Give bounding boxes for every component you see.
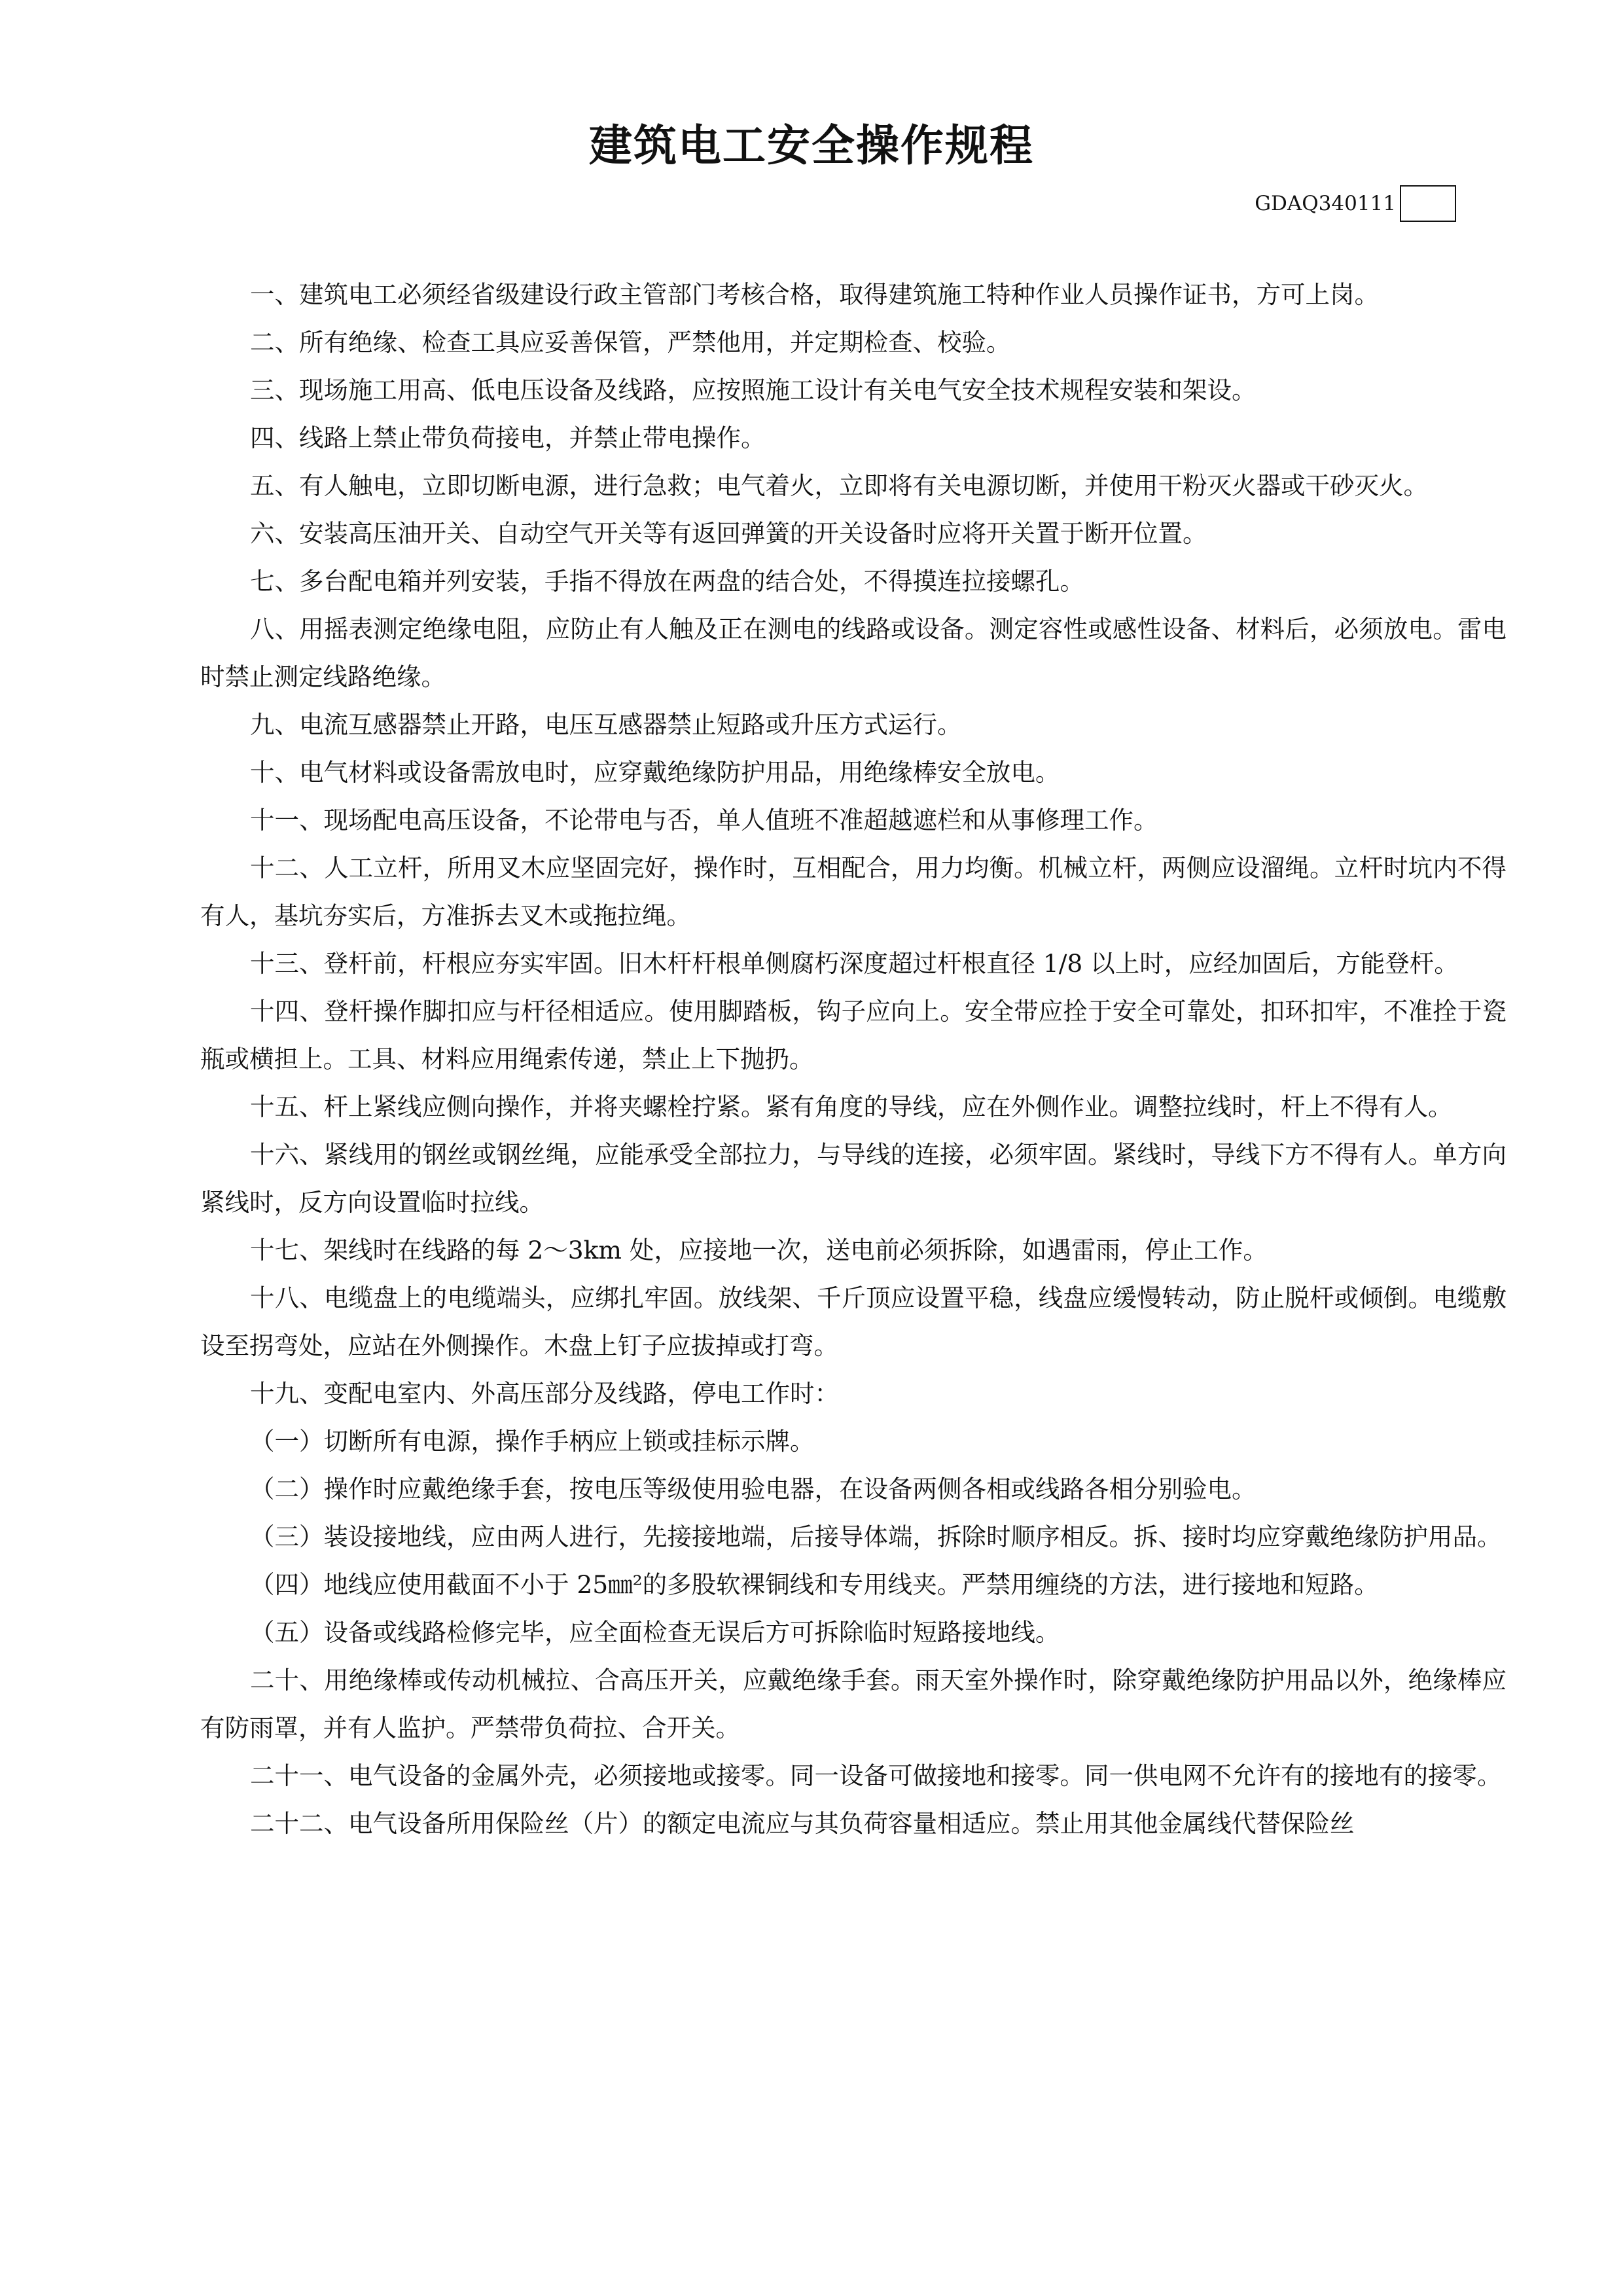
paragraph: 二、所有绝缘、检查工具应妥善保管，严禁他用，并定期检查、校验。 <box>250 328 1011 357</box>
document-code-box <box>1400 185 1456 222</box>
paragraph: 十三、登杆前，杆根应夯实牢固。旧木杆杆根单侧腐朽深度超过杆根直径 1/8 以上时，应经加固后，方能登杆。 <box>250 949 1459 978</box>
paragraph: （一）切断所有电源，操作手柄应上锁或挂标示牌。 <box>250 1427 815 1456</box>
paragraph: 十四、登杆操作脚扣应与杆径相适应。使用脚踏板，钩子应向上。安全带应拴于安全可靠处，扣环扣牢，不准拴于瓷瓶或横担上。工具、材料应用绳索传递，禁止上下抛扔。 <box>200 997 1507 1073</box>
paragraph: 九、电流互感器禁止开路，电压互感器禁止短路或升压方式运行。 <box>250 710 962 739</box>
document-body <box>200 271 1507 1848</box>
document-code-row <box>1255 185 1456 223</box>
document-title: 建筑电工安全操作规程 <box>589 120 1034 171</box>
paragraph: 七、多台配电箱并列安装，手指不得放在两盘的结合处，不得摸连拉接螺孔。 <box>250 567 1084 596</box>
paragraph: 三、现场施工用高、低电压设备及线路，应按照施工设计有关电气安全技术规程安装和架设。 <box>250 376 1257 404</box>
paragraph: 二十二、电气设备所用保险丝（片）的额定电流应与其负荷容量相适应。禁止用其他金属线代替保险丝 <box>250 1809 1355 1838</box>
paragraph: 十二、人工立杆，所用叉木应坚固完好，操作时，互相配合，用力均衡。机械立杆，两侧应设溜绳。立杆时坑内不得有人，基坑夯实后，方准拆去叉木或拖拉绳。 <box>200 853 1507 930</box>
paragraph: 十八、电缆盘上的电缆端头，应绑扎牢固。放线架、千斤顶应设置平稳，线盘应缓慢转动，防止脱杆或倾倒。电缆敷设至拐弯处，应站在外侧操作。木盘上钉子应拔掉或打弯。 <box>200 1283 1507 1360</box>
paragraph: 六、安装高压油开关、自动空气开关等有返回弹簧的开关设备时应将开关置于断开位置。 <box>250 519 1207 548</box>
paragraph: （五）设备或线路检修完毕，应全面检查无误后方可拆除临时短路接地线。 <box>250 1618 1060 1647</box>
paragraph: 十一、现场配电高压设备，不论带电与否，单人值班不准超越遮栏和从事修理工作。 <box>250 806 1158 834</box>
paragraph: 一、建筑电工必须经省级建设行政主管部门考核合格，取得建筑施工特种作业人员操作证书，方可上岗。 <box>250 280 1379 309</box>
document-code: GDAQ340111 <box>1255 192 1396 215</box>
paragraph: （三）装设接地线，应由两人进行，先接接地端，后接导体端，拆除时顺序相反。拆、接时均应穿戴绝缘防护用品。 <box>250 1522 1502 1551</box>
paragraph: 二十一、电气设备的金属外壳，必须接地或接零。同一设备可做接地和接零。同一供电网不允许有的接地有的接零。 <box>250 1761 1502 1790</box>
paragraph: 十五、杆上紧线应侧向操作，并将夹螺栓拧紧。紧有角度的导线，应在外侧作业。调整拉线时，杆上不得有人。 <box>250 1092 1453 1121</box>
paragraph: 二十、用绝缘棒或传动机械拉、合高压开关，应戴绝缘手套。雨天室外操作时，除穿戴绝缘防护用品以外，绝缘棒应有防雨罩，并有人监护。严禁带负荷拉、合开关。 <box>200 1666 1507 1742</box>
paragraph: 十七、架线时在线路的每 2～3km 处，应接地一次，送电前必须拆除，如遇雷雨，停止工作。 <box>250 1236 1268 1265</box>
paragraph: 十、电气材料或设备需放电时，应穿戴绝缘防护用品，用绝缘棒安全放电。 <box>250 758 1060 787</box>
paragraph: 十九、变配电室内、外高压部分及线路，停电工作时： <box>250 1379 839 1408</box>
paragraph: 四、线路上禁止带负荷接电，并禁止带电操作。 <box>250 423 766 452</box>
paragraph: 五、有人触电，立即切断电源，进行急救；电气着火，立即将有关电源切断，并使用干粉灭火器或干砂灭火。 <box>250 471 1428 500</box>
paragraph: （二）操作时应戴绝缘手套，按电压等级使用验电器，在设备两侧各相或线路各相分别验电。 <box>250 1475 1257 1503</box>
paragraph: 八、用摇表测定绝缘电阻，应防止有人触及正在测电的线路或设备。测定容性或感性设备、材料后，必须放电。雷电时禁止测定线路绝缘。 <box>200 615 1507 691</box>
paragraph: （四）地线应使用截面不小于 25㎜²的多股软裸铜线和专用线夹。严禁用缠绕的方法，进行接地和短路。 <box>250 1570 1379 1599</box>
paragraph: 十六、紧线用的钢丝或钢丝绳，应能承受全部拉力，与导线的连接，必须牢固。紧线时，导线下方不得有人。单方向紧线时，反方向设置临时拉线。 <box>200 1140 1507 1217</box>
